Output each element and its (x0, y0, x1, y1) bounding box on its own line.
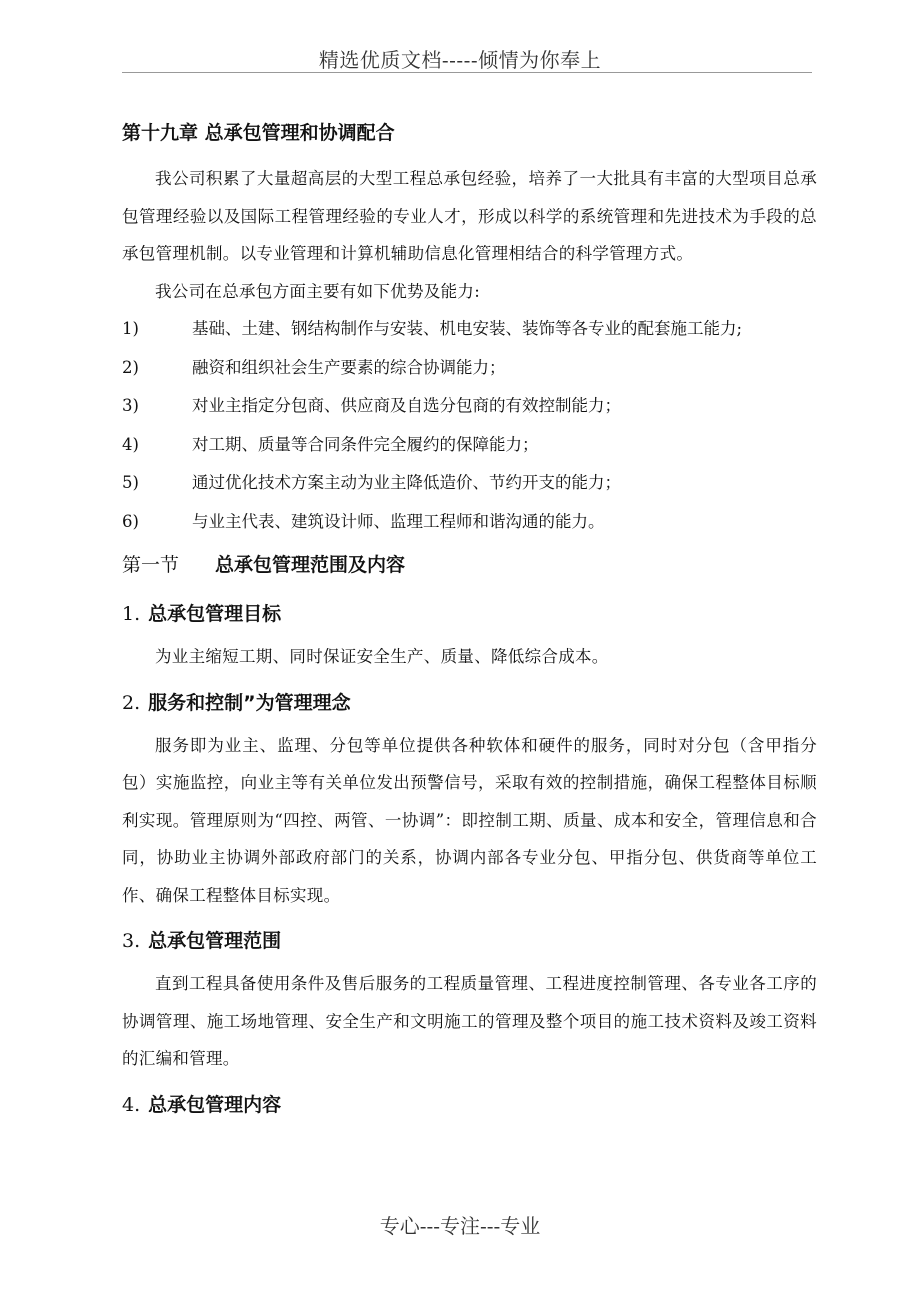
page-header: 精选优质文档-----倾情为你奉上 (318, 48, 602, 72)
section-label: 第一节 (122, 554, 180, 576)
list-item (122, 464, 817, 503)
subsection-number: 4. (122, 1093, 141, 1116)
subsection-title: 总承包管理内容 (148, 1093, 282, 1116)
list-item (122, 310, 817, 349)
subsection-heading-1 (122, 590, 817, 638)
subsection-2-body: 服务即为业主、监理、分包等单位提供各种软体和硬件的服务，同时对分包（含甲指分包）实施监控，向业主等有关单位发出预警信号，采取有效的控制措施，确保工程整体目标顺利实现。管理原则为“四控、两管、一协调”：即控制工期、质量、成本和安全，管理信息和合同，协助业主协调外部政府部门的关系，协调内部各专业分包、甲指分包、供货商等单位工作、确保工程整体目标实现。 (122, 735, 817, 905)
list-item-text: 对工期、质量等合同条件完全履约的保障能力； (192, 434, 539, 454)
advantages-list (122, 310, 817, 541)
subsection-number: 2. (122, 691, 141, 714)
subsection-3-body: 直到工程具备使用条件及售后服务的工程质量管理、工程进度控制管理、各专业各工序的协调管理、施工场地管理、安全生产和文明施工的管理及整个项目的施工技术资料及竣工资料的汇编和管理。 (122, 974, 817, 1068)
list-item-number: 2) (122, 357, 139, 377)
list-item (122, 349, 817, 388)
list-item (122, 387, 817, 426)
list-item-text: 融资和组织社会生产要素的综合协调能力； (192, 357, 506, 377)
subsection-title: 服务和控制”为管理理念 (148, 691, 351, 714)
subsection-title: 总承包管理范围 (148, 930, 282, 952)
section-heading (122, 543, 817, 587)
list-item-number: 5) (122, 473, 139, 492)
list-item-number: 4) (122, 434, 139, 454)
chapter-title: 第十九章 总承包管理和协调配合 (122, 122, 395, 144)
list-item-number: 1) (122, 319, 139, 338)
subsection-1-body: 为业主缩短工期、同时保证安全生产、质量、降低综合成本。 (155, 647, 609, 666)
intro-paragraph: 我公司积累了大量超高层的大型工程总承包经验，培养了一大批具有丰富的大型项目总承包管理经验以及国际工程管理经验的专业人才，形成以科学的系统管理和先进技术为手段的总承包管理机制。以专业管理和计算机辅助信息化管理相结合的科学管理方式。 (122, 169, 817, 263)
document-body (122, 118, 817, 1129)
list-item-text: 基础、土建、钢结构制作与安装、机电安装、装饰等各专业的配套施工能力; (192, 319, 743, 338)
subsection-number: 1. (122, 603, 141, 625)
subsection-heading-3 (122, 917, 817, 965)
list-item-text: 对业主指定分包商、供应商及自选分包商的有效控制能力； (192, 396, 621, 415)
subsection-heading-4 (122, 1081, 817, 1129)
page-footer: 专心---专注---专业 (379, 1214, 541, 1238)
list-item (122, 426, 817, 465)
section-title: 总承包管理范围及内容 (215, 554, 406, 576)
list-item-number: 3) (122, 396, 139, 415)
list-item-text: 通过优化技术方案主动为业主降低造价、节约开支的能力； (192, 473, 621, 492)
subsection-number: 3. (122, 930, 141, 952)
subsection-heading-2 (122, 679, 817, 727)
list-item-text: 与业主代表、建筑设计师、监理工程师和谐沟通的能力。 (192, 511, 605, 531)
list-item-number: 6) (122, 511, 139, 531)
list-item (122, 503, 817, 542)
advantages-intro: 我公司在总承包方面主要有如下优势及能力: (155, 281, 481, 301)
header-divider (122, 72, 812, 73)
subsection-title: 总承包管理目标 (148, 603, 282, 625)
